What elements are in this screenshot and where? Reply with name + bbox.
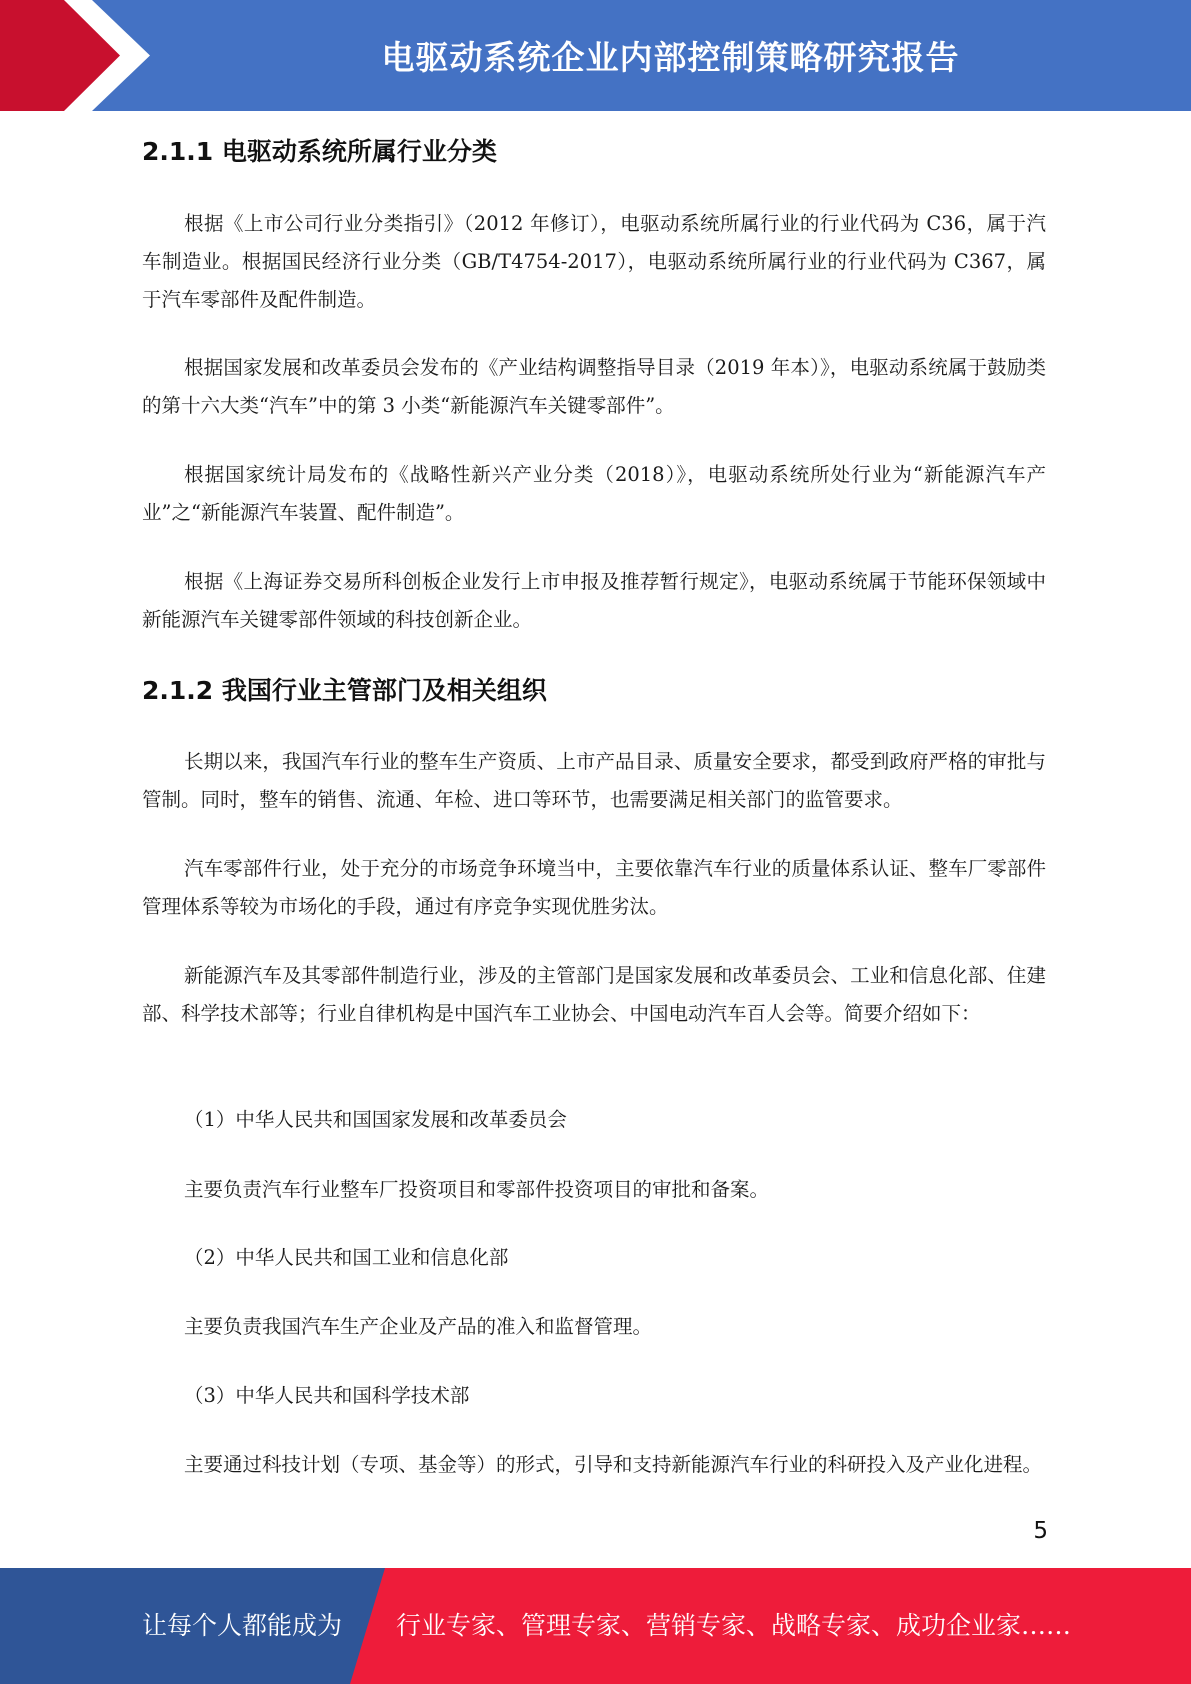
page-header [0,0,1191,111]
header-title: 电驱动系统企业内部控制策略研究报告 [381,38,960,77]
subheading-item-1: （1）中华人民共和国国家发展和改革委员会 [184,1108,567,1131]
paragraph: 新能源汽车及其零部件制造行业，涉及的主管部门是国家发展和改革委员会、工业和信息化部、住建部、科学技术部等；行业自律机构是中国汽车工业协会、中国电动汽车百人会等。简要介绍如下： [142,964,1046,1025]
paragraph: 根据《上海证券交易所科创板企业发行上市申报及推荐暂行规定》，电驱动系统属于节能环保领域中新能源汽车关键零部件领域的科技创新企业。 [142,570,1046,631]
footer-slogan-left: 让每个人都能成为 [142,1611,343,1640]
paragraph: 根据国家统计局发布的《战略性新兴产业分类（2018）》，电驱动系统所处行业为“新能源汽车产业”之“新能源汽车装置、配件制造”。 [142,463,1046,524]
footer-slogan-right: 行业专家、管理专家、营销专家、战略专家、成功企业家…… [396,1611,1072,1640]
page-footer [0,1568,1191,1684]
paragraph: 主要负责汽车行业整车厂投资项目和零部件投资项目的审批和备案。 [184,1178,770,1201]
section-heading-2-1-2: 2.1.2 我国行业主管部门及相关组织 [142,676,547,705]
paragraph: 根据《上市公司行业分类指引》（2012 年修订），电驱动系统所属行业的行业代码为 C36，属于汽车制造业。根据国民经济行业分类（GB/T4754-2017），电驱动系统所属行业的行业代码为 C367，属于汽车零部件及配件制造。 [142,212,1046,311]
page-number: 5 [1033,1518,1048,1544]
subheading-item-2: （2）中华人民共和国工业和信息化部 [184,1246,509,1269]
subheading-item-3: （3）中华人民共和国科学技术部 [184,1384,470,1407]
section-heading-2-1-1: 2.1.1 电驱动系统所属行业分类 [142,137,497,166]
paragraph: 长期以来，我国汽车行业的整车生产资质、上市产品目录、质量安全要求，都受到政府严格的审批与管制。同时，整车的销售、流通、年检、进口等环节，也需要满足相关部门的监管要求。 [142,750,1046,811]
chevron-logo-icon [0,0,170,111]
paragraph: 主要负责我国汽车生产企业及产品的准入和监督管理。 [184,1315,653,1338]
paragraph: 汽车零部件行业，处于充分的市场竞争环境当中，主要依靠汽车行业的质量体系认证、整车厂零部件管理体系等较为市场化的手段，通过有序竞争实现优胜劣汰。 [142,857,1046,918]
paragraph: 主要通过科技计划（专项、基金等）的形式，引导和支持新能源汽车行业的科研投入及产业化进程。 [184,1453,1043,1476]
paragraph: 根据国家发展和改革委员会发布的《产业结构调整指导目录（2019 年本）》，电驱动系统属于鼓励类的第十六大类“汽车”中的第 3 小类“新能源汽车关键零部件”。 [142,356,1046,417]
